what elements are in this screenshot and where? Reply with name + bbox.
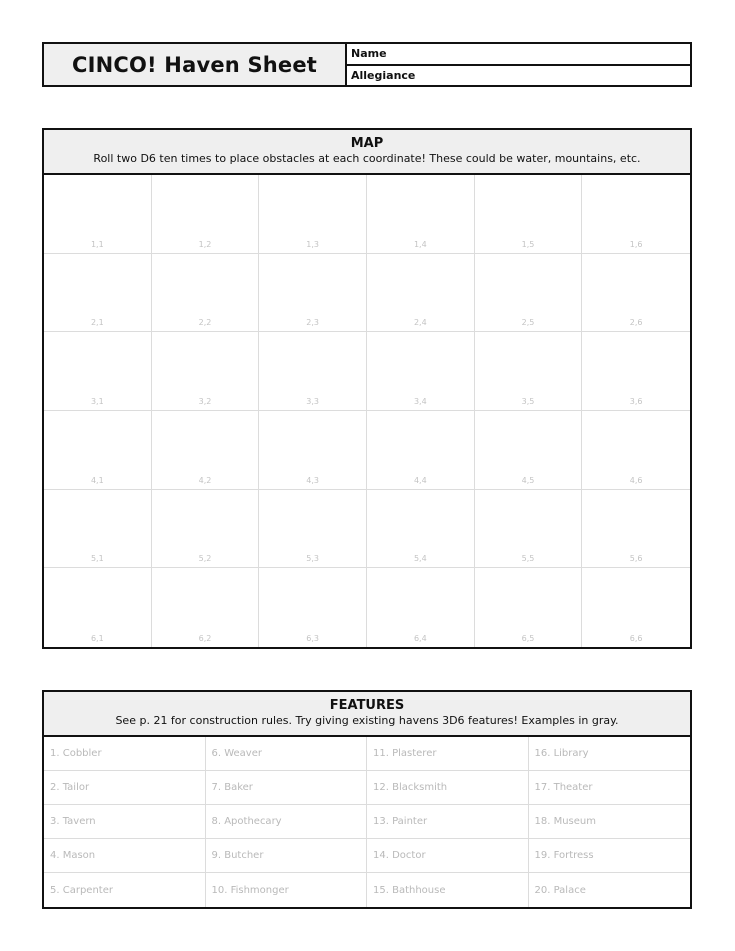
map-coordinate-label: 1,2 [198, 239, 212, 249]
map-cell[interactable] [259, 332, 367, 411]
title-box [44, 44, 347, 85]
map-cell[interactable] [475, 490, 583, 569]
map-cell[interactable] [582, 490, 690, 569]
map-section [42, 128, 692, 649]
map-cell[interactable] [44, 254, 152, 333]
map-coordinate-label: 2,4 [413, 318, 427, 328]
map-coordinate-label: 5,1 [90, 554, 104, 564]
feature-slot[interactable]: 13. Painter [367, 805, 529, 839]
identity-fields [347, 44, 690, 85]
allegiance-field[interactable] [347, 64, 690, 86]
map-cell[interactable] [152, 175, 260, 254]
features-section [42, 690, 692, 909]
map-coordinate-label: 1,6 [629, 239, 643, 249]
feature-slot[interactable]: 2. Tailor [44, 771, 206, 805]
map-coordinate-label: 3,6 [629, 396, 643, 406]
feature-slot[interactable]: 19. Fortress [529, 839, 691, 873]
feature-slot[interactable]: 3. Tavern [44, 805, 206, 839]
map-grid [44, 175, 690, 647]
map-cell[interactable] [367, 254, 475, 333]
map-coordinate-label: 4,2 [198, 475, 212, 485]
feature-slot[interactable]: 17. Theater [529, 771, 691, 805]
feature-slot[interactable]: 15. Bathhouse [367, 873, 529, 907]
map-cell[interactable] [44, 411, 152, 490]
feature-slot[interactable]: 11. Plasterer [367, 737, 529, 771]
map-coordinate-label: 6,4 [413, 633, 427, 643]
feature-slot[interactable]: 16. Library [529, 737, 691, 771]
map-cell[interactable] [475, 568, 583, 647]
map-cell[interactable] [259, 254, 367, 333]
map-cell[interactable] [475, 254, 583, 333]
map-cell[interactable] [152, 332, 260, 411]
map-coordinate-label: 6,2 [198, 633, 212, 643]
map-coordinate-label: 5,5 [521, 554, 535, 564]
features-grid [44, 737, 690, 907]
map-coordinate-label: 1,1 [90, 239, 104, 249]
map-cell[interactable] [582, 568, 690, 647]
features-title: FEATURES [329, 698, 405, 713]
feature-slot[interactable]: 14. Doctor [367, 839, 529, 873]
feature-slot[interactable]: 12. Blacksmith [367, 771, 529, 805]
feature-slot[interactable]: 8. Apothecary [206, 805, 368, 839]
feature-slot[interactable]: 9. Butcher [206, 839, 368, 873]
name-field[interactable] [347, 44, 690, 64]
map-cell[interactable] [259, 490, 367, 569]
map-coordinate-label: 3,1 [90, 396, 104, 406]
map-coordinate-label: 2,5 [521, 318, 535, 328]
map-cell[interactable] [259, 411, 367, 490]
map-cell[interactable] [259, 568, 367, 647]
sheet-header [42, 42, 692, 87]
map-coordinate-label: 4,6 [629, 475, 643, 485]
map-coordinate-label: 2,2 [198, 318, 212, 328]
map-cell[interactable] [367, 175, 475, 254]
map-cell[interactable] [367, 568, 475, 647]
map-instructions: Roll two D6 ten times to place obstacles at each coordinate! These could be water, mountains, etc. [93, 152, 641, 165]
sheet-title: CINCO! Haven Sheet [71, 52, 318, 77]
map-cell[interactable] [44, 332, 152, 411]
map-coordinate-label: 5,3 [306, 554, 320, 564]
map-coordinate-label: 3,3 [306, 396, 320, 406]
map-cell[interactable] [152, 568, 260, 647]
map-coordinate-label: 6,5 [521, 633, 535, 643]
map-cell[interactable] [475, 411, 583, 490]
map-cell[interactable] [367, 490, 475, 569]
map-coordinate-label: 6,1 [90, 633, 104, 643]
feature-slot[interactable]: 18. Museum [529, 805, 691, 839]
map-coordinate-label: 3,4 [413, 396, 427, 406]
map-coordinate-label: 4,4 [413, 475, 427, 485]
map-cell[interactable] [367, 411, 475, 490]
map-cell[interactable] [582, 175, 690, 254]
map-coordinate-label: 3,5 [521, 396, 535, 406]
feature-slot[interactable]: 1. Cobbler [44, 737, 206, 771]
map-coordinate-label: 1,5 [521, 239, 535, 249]
map-cell[interactable] [475, 175, 583, 254]
map-coordinate-label: 2,1 [90, 318, 104, 328]
map-coordinate-label: 5,2 [198, 554, 212, 564]
map-coordinate-label: 4,5 [521, 475, 535, 485]
feature-slot[interactable]: 4. Mason [44, 839, 206, 873]
map-coordinate-label: 5,6 [629, 554, 643, 564]
feature-slot[interactable]: 6. Weaver [206, 737, 368, 771]
allegiance-label: Allegiance [351, 68, 416, 82]
feature-slot[interactable]: 10. Fishmonger [206, 873, 368, 907]
map-cell[interactable] [582, 332, 690, 411]
map-coordinate-label: 3,2 [198, 396, 212, 406]
feature-slot[interactable]: 7. Baker [206, 771, 368, 805]
map-cell[interactable] [259, 175, 367, 254]
map-coordinate-label: 4,1 [90, 475, 104, 485]
map-cell[interactable] [44, 490, 152, 569]
map-cell[interactable] [152, 411, 260, 490]
map-coordinate-label: 2,6 [629, 318, 643, 328]
map-title: MAP [350, 136, 384, 151]
map-cell[interactable] [44, 568, 152, 647]
map-cell[interactable] [152, 490, 260, 569]
map-cell[interactable] [582, 411, 690, 490]
features-instructions: See p. 21 for construction rules. Try giving existing havens 3D6 features! Examples in gray. [115, 714, 619, 727]
name-label: Name [351, 47, 387, 61]
map-coordinate-label: 1,3 [306, 239, 320, 249]
map-coordinate-label: 6,6 [629, 633, 643, 643]
map-cell[interactable] [475, 332, 583, 411]
map-cell[interactable] [44, 175, 152, 254]
map-cell[interactable] [582, 254, 690, 333]
map-coordinate-label: 5,4 [413, 554, 427, 564]
map-coordinate-label: 2,3 [306, 318, 320, 328]
map-coordinate-label: 1,4 [413, 239, 427, 249]
feature-slot[interactable]: 5. Carpenter [44, 873, 206, 907]
map-cell[interactable] [152, 254, 260, 333]
map-coordinate-label: 6,3 [306, 633, 320, 643]
map-coordinate-label: 4,3 [306, 475, 320, 485]
feature-slot[interactable]: 20. Palace [534, 884, 586, 896]
map-header [44, 130, 690, 175]
features-header [44, 692, 690, 737]
map-cell[interactable] [367, 332, 475, 411]
